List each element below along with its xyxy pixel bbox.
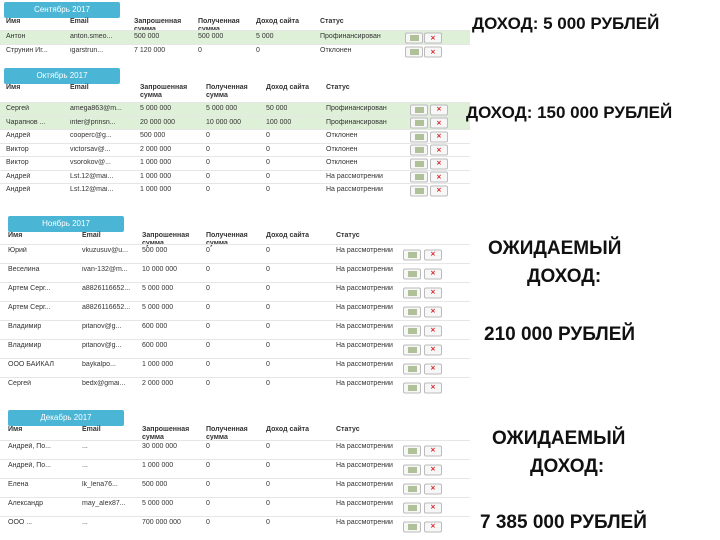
cell-income: 0 [256, 47, 260, 54]
expected-caption-nov-line3: 210 000 РУБЛЕЙ [484, 324, 636, 345]
cell-name: ООО БАЙКАЛ [8, 361, 54, 368]
cell-requested: 1 000 000 [142, 462, 174, 469]
cell-income: 0 [266, 342, 270, 349]
table-row[interactable] [0, 116, 470, 131]
cell-status: На рассмотрении [336, 304, 393, 311]
panel-september [0, 0, 470, 60]
cell-status: Профинансирован [320, 33, 381, 40]
column-header-income[interactable]: Доход сайта [266, 84, 309, 91]
cell-email: Lst.12@mai... [70, 172, 114, 180]
delete-icon[interactable]: × [424, 363, 442, 374]
cell-income: 0 [266, 481, 270, 488]
cell-income: 0 [266, 519, 270, 526]
delete-icon[interactable]: × [430, 172, 448, 183]
delete-icon[interactable]: × [424, 382, 442, 393]
cell-email: pitanov@g... [82, 323, 122, 330]
column-header-income[interactable]: Доход сайта [256, 18, 299, 25]
cell-income: 0 [266, 145, 270, 153]
panel-october [0, 66, 470, 206]
column-header-email[interactable]: Email [70, 18, 89, 25]
cell-email: cooperc@g... [70, 132, 112, 139]
cell-status: На рассмотрении [336, 247, 393, 254]
cell-status: На рассмотрении [336, 519, 393, 526]
cell-email: lk_lena76... [82, 481, 118, 488]
cell-requested: 1 000 000 [142, 361, 174, 368]
cell-name: Елена [8, 481, 29, 488]
cell-received: 0 [206, 159, 210, 166]
cell-received: 0 [206, 462, 210, 469]
cell-received: 0 [206, 361, 210, 368]
table-row[interactable] [0, 183, 470, 198]
cell-email: bedx@gmai... [82, 380, 126, 387]
delete-icon[interactable]: × [424, 287, 442, 298]
cell-income: 0 [266, 186, 270, 193]
cell-status: Отклонен [320, 47, 352, 54]
view-details-icon[interactable] [410, 131, 428, 142]
table-row[interactable] [0, 440, 470, 460]
delete-icon[interactable]: × [424, 306, 442, 317]
view-details-icon[interactable] [403, 483, 421, 494]
cell-status: Профинансирован [326, 105, 387, 112]
expected-caption-nov-line2: ДОХОД: [527, 266, 602, 287]
cell-income: 0 [266, 247, 270, 254]
table-row[interactable] [0, 244, 470, 264]
column-header-name[interactable]: Имя [8, 426, 23, 433]
delete-icon[interactable]: × [424, 445, 442, 456]
table-row[interactable] [0, 459, 470, 479]
delete-icon[interactable]: × [430, 185, 448, 196]
cell-requested: 5 000 000 [142, 500, 174, 507]
delete-icon[interactable]: × [424, 502, 442, 513]
cell-name: Чарапнов ... [6, 118, 46, 126]
cell-received: 0 [206, 519, 210, 526]
cell-requested: 5 000 000 [140, 105, 172, 112]
column-header-status[interactable]: Статус [336, 232, 360, 239]
cell-name: Виктор [6, 145, 29, 153]
delete-icon[interactable]: × [424, 47, 442, 58]
table-row[interactable] [0, 358, 470, 378]
cell-name: Артем Серг... [8, 304, 51, 311]
cell-income: 0 [266, 323, 270, 330]
cell-requested: 2 000 000 [140, 145, 172, 153]
view-details-icon[interactable] [403, 521, 421, 532]
cell-requested: 500 000 [140, 132, 166, 139]
cell-received: 0 [206, 323, 210, 330]
cell-income: 0 [266, 132, 270, 139]
cell-status: На рассмотрении [336, 481, 393, 488]
cell-name: Андрей [6, 132, 31, 139]
cell-requested: 10 000 000 [142, 266, 178, 273]
column-header-requested[interactable]: Запрошенная [134, 18, 182, 25]
table-row[interactable] [0, 102, 470, 117]
view-details-icon[interactable] [405, 33, 423, 44]
table-row[interactable] [0, 282, 470, 302]
cell-received: 0 [198, 47, 202, 54]
delete-icon[interactable]: × [424, 249, 442, 260]
cell-requested: 5 000 000 [142, 285, 174, 292]
column-header-email[interactable]: Email [82, 426, 101, 433]
view-details-icon[interactable] [403, 287, 421, 298]
view-details-icon[interactable] [410, 158, 428, 169]
cell-status: На рассмотрении [336, 443, 393, 450]
cell-received: 10 000 000 [206, 118, 242, 126]
cell-status: На рассмотрении [336, 500, 393, 507]
panel-november [0, 212, 470, 402]
cell-email: a8826116652... [82, 304, 131, 311]
cell-email: ... [82, 462, 88, 469]
delete-icon[interactable]: × [424, 521, 442, 532]
column-header-status[interactable]: Статус [320, 18, 344, 25]
view-details-icon[interactable] [403, 306, 421, 317]
cell-name: Виктор [6, 159, 29, 166]
delete-icon[interactable]: × [430, 131, 448, 142]
column-header-name[interactable]: Имя [8, 232, 23, 239]
cell-received: 0 [206, 500, 210, 507]
cell-requested: 30 000 000 [142, 443, 178, 450]
delete-icon[interactable]: × [424, 33, 442, 44]
month-tab[interactable]: Декабрь 2017 [8, 410, 124, 426]
cell-received: 500 000 [198, 33, 224, 40]
view-details-icon[interactable] [403, 464, 421, 475]
cell-income: 5 000 [256, 33, 274, 40]
cell-email: pitanov@g... [82, 342, 122, 349]
view-details-icon[interactable] [410, 172, 428, 183]
view-details-icon[interactable] [403, 363, 421, 374]
table-row[interactable] [0, 301, 470, 321]
cell-requested: 5 000 000 [142, 304, 174, 311]
table-row[interactable] [0, 44, 470, 59]
cell-income: 0 [266, 304, 270, 311]
view-details-icon[interactable] [403, 325, 421, 336]
cell-requested: 7 120 000 [134, 47, 166, 54]
view-details-icon[interactable] [410, 145, 428, 156]
table-row[interactable] [0, 377, 470, 397]
cell-requested: 1 000 000 [140, 159, 172, 166]
table-row[interactable] [0, 320, 470, 340]
view-details-icon[interactable] [403, 502, 421, 513]
cell-status: На рассмотрении [336, 462, 393, 469]
cell-email: may_alex87... [82, 500, 126, 507]
panel-december [0, 406, 470, 540]
column-header-received[interactable]: Полученная [198, 18, 240, 25]
month-tab[interactable]: Октябрь 2017 [4, 68, 120, 84]
column-header-email[interactable]: Email [70, 84, 89, 91]
cell-email: vsorokov@... [70, 159, 111, 166]
column-header-email[interactable]: Email [82, 232, 101, 239]
cell-status: На рассмотрении [326, 186, 383, 193]
cell-income: 0 [266, 500, 270, 507]
cell-email: anton.smeo... [70, 33, 113, 40]
view-details-icon[interactable] [403, 445, 421, 456]
cell-name: Андрей [6, 172, 31, 180]
cell-received: 0 [206, 145, 210, 153]
cell-requested: 2 000 000 [142, 380, 174, 387]
cell-email: inter@prinsn... [70, 118, 116, 126]
cell-income: 0 [266, 172, 270, 180]
view-details-icon[interactable] [403, 249, 421, 260]
cell-requested: 600 000 [142, 342, 168, 349]
cell-received: 0 [206, 285, 210, 292]
cell-income: 0 [266, 462, 270, 469]
cell-income: 0 [266, 266, 270, 273]
income-caption-october: ДОХОД: 150 000 РУБЛЕЙ [466, 103, 673, 122]
column-header-name[interactable]: Имя [6, 18, 21, 25]
expected-caption-dec-line1: ОЖИДАЕМЫЙ [492, 428, 626, 449]
table-header [0, 426, 470, 440]
cell-email: baykalpo... [82, 361, 116, 368]
table-row[interactable] [0, 516, 470, 536]
table-row[interactable] [0, 497, 470, 517]
cell-email: victorsav@... [70, 145, 111, 153]
table-row[interactable] [0, 143, 470, 158]
cell-email: Lst.12@mai... [70, 186, 114, 193]
cell-status: Профинансирован [326, 118, 387, 126]
table-row[interactable] [0, 478, 470, 498]
cell-email: amega863@m... [70, 105, 122, 112]
cell-income: 0 [266, 159, 270, 166]
view-details-icon[interactable] [403, 268, 421, 279]
expected-caption-dec-line3: 7 385 000 РУБЛЕЙ [480, 512, 647, 533]
cell-status: На рассмотрении [326, 172, 383, 180]
cell-requested: 700 000 000 [142, 519, 181, 526]
cell-email: vkuzusuv@u... [82, 247, 129, 254]
column-header-status[interactable]: Статус [326, 84, 350, 91]
month-tab[interactable]: Ноябрь 2017 [8, 216, 124, 232]
table-row[interactable] [0, 129, 470, 144]
cell-received: 0 [206, 342, 210, 349]
table-row[interactable] [0, 30, 470, 45]
cell-received: 0 [206, 443, 210, 450]
delete-icon[interactable]: × [424, 483, 442, 494]
cell-name: Сергей [6, 105, 30, 112]
month-tab[interactable]: Сентябрь 2017 [4, 2, 120, 18]
view-details-icon[interactable] [410, 185, 428, 196]
column-header-requested[interactable]: Запрошенная сумма [140, 84, 188, 99]
cell-status: На рассмотрении [336, 380, 393, 387]
delete-icon[interactable]: × [430, 104, 448, 115]
cell-name: Андрей, По... [8, 462, 51, 469]
cell-status: Отклонен [326, 132, 358, 139]
cell-status: На рассмотрении [336, 266, 393, 273]
cell-received: 5 000 000 [206, 105, 238, 112]
table-row[interactable] [0, 156, 470, 171]
cell-received: 0 [206, 132, 210, 139]
table-row[interactable] [0, 263, 470, 283]
column-header-requested[interactable]: Запрошенная сумма [142, 232, 190, 247]
cell-name: Андрей, По... [8, 443, 51, 450]
cell-received: 0 [206, 247, 210, 254]
view-details-icon[interactable] [410, 104, 428, 115]
column-header-status[interactable]: Статус [336, 426, 360, 433]
cell-name: Александр [8, 500, 44, 507]
table-header [0, 84, 470, 98]
cell-name: Юрий [8, 247, 27, 254]
column-header-income[interactable]: Доход сайта [266, 232, 309, 239]
cell-income: 0 [266, 285, 270, 292]
cell-name: Владимир [8, 323, 42, 330]
column-header-received[interactable]: Полученная сумма [206, 84, 248, 99]
income-caption-september: ДОХОД: 5 000 РУБЛЕЙ [472, 14, 660, 33]
column-header-received[interactable]: Полученная сумма [206, 232, 248, 247]
delete-icon[interactable]: × [424, 464, 442, 475]
cell-income: 100 000 [266, 118, 292, 126]
cell-received: 0 [206, 380, 210, 387]
cell-received: 0 [206, 304, 210, 311]
cell-name: Струнин Иг... [6, 47, 48, 54]
cell-status: На рассмотрении [336, 285, 393, 292]
delete-icon[interactable]: × [424, 344, 442, 355]
delete-icon[interactable]: × [430, 118, 448, 129]
cell-requested: 500 000 [142, 247, 168, 254]
cell-status: На рассмотрении [336, 323, 393, 330]
cell-email: ... [82, 443, 88, 450]
cell-income: 0 [266, 361, 270, 368]
expected-caption-dec-line2: ДОХОД: [530, 456, 605, 477]
column-header-requested[interactable]: Запрошенная сумма [142, 426, 190, 441]
cell-received: 0 [206, 266, 210, 273]
delete-icon[interactable]: × [430, 145, 448, 156]
view-details-icon[interactable] [403, 382, 421, 393]
column-header-income[interactable]: Доход сайта [266, 426, 309, 433]
cell-income: 50 000 [266, 105, 288, 112]
cell-received: 0 [206, 186, 210, 193]
view-details-icon[interactable] [410, 118, 428, 129]
cell-status: На рассмотрении [336, 342, 393, 349]
cell-received: 0 [206, 481, 210, 488]
table-row[interactable] [0, 170, 470, 185]
cell-email: igarstrun... [70, 47, 104, 54]
delete-icon[interactable]: × [424, 325, 442, 336]
cell-received: 0 [206, 172, 210, 180]
cell-name: Артем Серг... [8, 285, 51, 292]
column-header-received[interactable]: Полученная сумма [206, 426, 248, 441]
table-row[interactable] [0, 339, 470, 359]
delete-icon[interactable]: × [430, 158, 448, 169]
cell-status: На рассмотрении [336, 361, 393, 368]
cell-name: Веселина [8, 266, 40, 273]
cell-income: 0 [266, 380, 270, 387]
cell-requested: 600 000 [142, 323, 168, 330]
cell-email: a8826116652... [82, 285, 131, 292]
cell-requested: 1 000 000 [140, 186, 172, 193]
cell-requested: 500 000 [134, 33, 160, 40]
cell-name: Антон [6, 33, 26, 40]
cell-name: ООО ... [8, 519, 33, 526]
cell-name: Сергей [8, 380, 32, 387]
column-header-name[interactable]: Имя [6, 84, 21, 91]
cell-email: ivan-132@m... [82, 266, 128, 273]
cell-status: Отклонен [326, 145, 358, 153]
view-details-icon[interactable] [405, 47, 423, 58]
cell-email: ... [82, 519, 88, 526]
cell-requested: 500 000 [142, 481, 168, 488]
cell-name: Владимир [8, 342, 42, 349]
expected-caption-nov-line1: ОЖИДАЕМЫЙ [488, 238, 622, 259]
cell-status: Отклонен [326, 159, 358, 166]
view-details-icon[interactable] [403, 344, 421, 355]
delete-icon[interactable]: × [424, 268, 442, 279]
cell-name: Андрей [6, 186, 31, 193]
cell-requested: 1 000 000 [140, 172, 172, 180]
cell-income: 0 [266, 443, 270, 450]
cell-requested: 20 000 000 [140, 118, 176, 126]
